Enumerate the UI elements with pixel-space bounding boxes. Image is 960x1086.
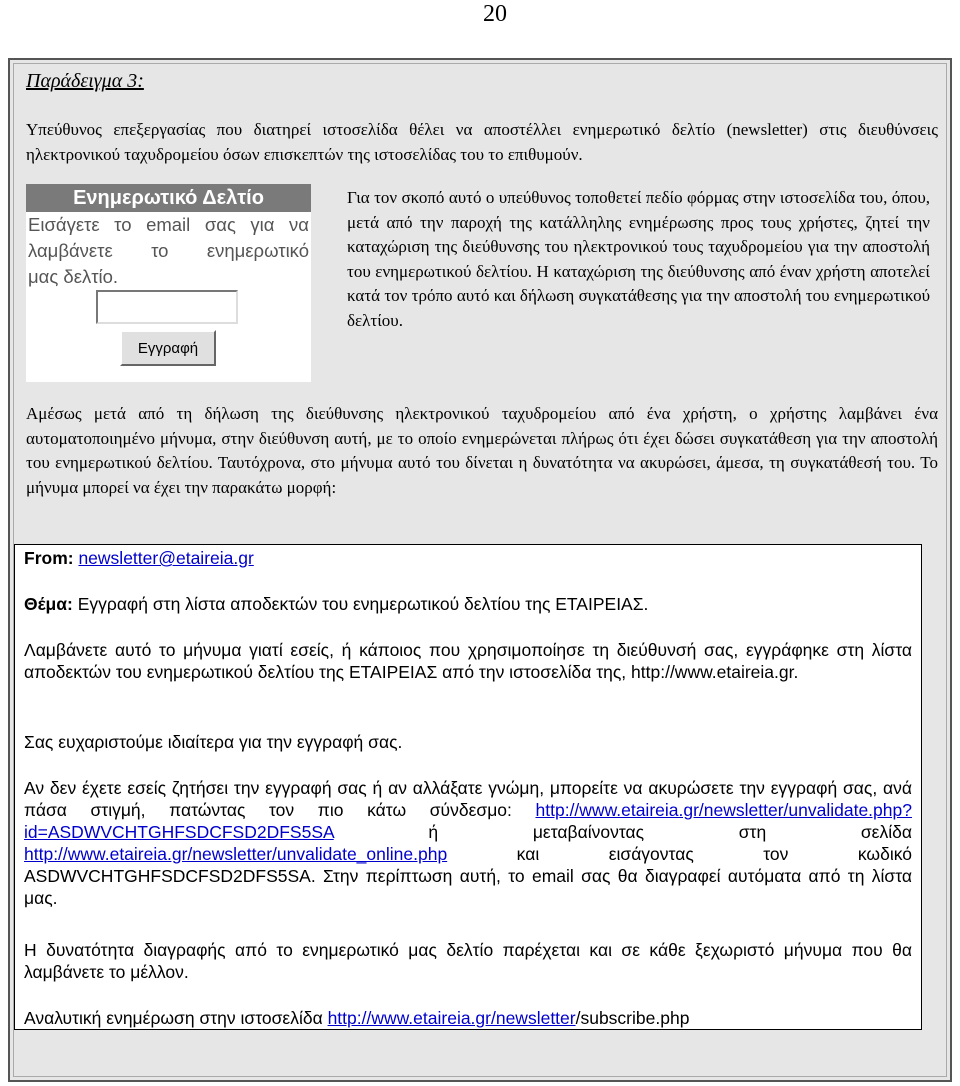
example-box — [8, 58, 952, 1082]
widget-title: Ενημερωτικό Δελτίο — [26, 184, 311, 212]
email-body-paragraph: Λαμβάνετε αυτό το μήνυμα γιατί εσείς, ή κάποιος που χρησιμοποίησε τη διεύθυνσή σας, εγγράφηκε στη λίστα αποδεκτών του ενημερωτικού δελτίου της ΕΤΑΙΡΕΙΑΣ από την ιστοσελίδα της, http://www.etaireia.gr. — [24, 640, 912, 682]
email-subject-line — [24, 593, 912, 615]
cancel-link[interactable]: http://www.etaireia.gr/newsletter/unvalidate.php?id=ASDWVCHTGHFSDCFSD2DFS5SA — [24, 800, 912, 842]
email-from-line — [24, 547, 912, 569]
email-info-line — [24, 1007, 912, 1029]
widget-text-last: μας δελτίο. — [28, 266, 119, 287]
email-message — [14, 544, 922, 1030]
example-heading: Παράδειγμα 3: — [26, 70, 144, 92]
info-link[interactable]: http://www.etaireia.gr/newsletter — [327, 1008, 576, 1028]
email-unsubscribe-note: Η δυνατότητα διαγραφής από το ενημερωτικό μας δελτίο παρέχεται και σε κάθε ξεχωριστό μήνυμα που θα λαμβάνετε το μέλλον. — [24, 940, 912, 982]
from-label: From: — [24, 548, 74, 568]
email-input[interactable] — [96, 290, 238, 324]
email-thanks: Σας ευχαριστούμε ιδιαίτερα για την εγγραφή σας. — [24, 732, 403, 752]
page-number: 20 — [483, 1, 507, 27]
email-cancel-text — [24, 777, 912, 909]
widget-text-main: Εισάγετε το email σας για να λαμβάνετε το ενημερωτικό — [28, 214, 309, 261]
alt-prefix: ή μεταβαίνοντας στη σελίδα — [428, 822, 912, 842]
newsletter-widget — [26, 184, 311, 382]
subject-text: Εγγραφή στη λίστα αποδεκτών του ενημερωτικού δελτίου της ΕΤΑΙΡΕΙΑΣ. — [77, 594, 649, 614]
widget-text — [26, 212, 311, 290]
alt-suffix: και εισάγοντας τον κωδικό ASDWVCHTGHFSDCFSD2DFS5SA. Στην περίπτωση αυτή, το email σας θα διαγραφεί αυτόματα από τη λίστα μας. — [24, 844, 912, 908]
from-address-link[interactable]: newsletter@etaireia.gr — [78, 548, 254, 568]
intro-paragraph: Υπεύθυνος επεξεργασίας που διατηρεί ιστοσελίδα θέλει να αποστέλλει ενημερωτικό δελτίο (newsletter) στις διευθύνσεις ηλεκτρονικού ταχυδρομείου όσων επισκεπτών της ιστοσελίδας του το επιθυμούν. — [26, 120, 938, 164]
side-paragraph: Για τον σκοπό αυτό ο υπεύθυνος τοποθετεί πεδίο φόρμας στην ιστοσελίδα του, όπου, μετά από την παροχή της κατάλληλης ενημέρωσης προς τους χρήστες, ζητεί την καταχώριση της διεύθυνσης του ηλεκτρονικού τους ταχυδρομείου για την αποστολή του ενημερωτικού δελτίου. Η καταχώριση της διεύθυνσης από έναν χρήστη αποτελεί κατά τον τρόπο αυτό και δήλωση συγκατάθεσης για την αποστολή του ενημερωτικού δελτίου. — [347, 188, 930, 330]
alt-link[interactable]: http://www.etaireia.gr/newsletter/unvalidate_online.php — [24, 844, 448, 864]
after-paragraph: Αμέσως μετά από τη δήλωση της διεύθυνσης ηλεκτρονικού ταχυδρομείου από ένα χρήστη, ο χρήστης λαμβάνει ένα αυτοματοποιημένο μήνυμα, στην διεύθυνση αυτή, με το οποίο ενημερώνεται πλήρως ότι έχει δώσει συγκατάθεση για την αποστολή του ενημερωτικού δελτίου. Ταυτόχρονα, στο μήνυμα αυτό του δίνεται η δυνατότητα να ακυρώσει, άμεσα, τη συγκατάθεσή του. Το μήνυμα μπορεί να έχει την παρακάτω μορφή: — [26, 404, 938, 497]
cancel-text: Αν δεν έχετε εσείς ζητήσει την εγγραφή σας ή αν αλλάξατε γνώμη, μπορείτε να ακυρώσετε την εγγραφή σας, ανά πάσα στιγμή, πατώντας τον πιο κάτω σύνδεσμο: — [24, 778, 912, 820]
info-prefix: Αναλυτική ενημέρωση στην ιστοσελίδα — [24, 1008, 323, 1028]
info-suffix: /subscribe.php — [575, 1008, 690, 1028]
subject-label: Θέμα: — [24, 594, 73, 614]
subscribe-button[interactable]: Εγγραφή — [120, 330, 216, 366]
